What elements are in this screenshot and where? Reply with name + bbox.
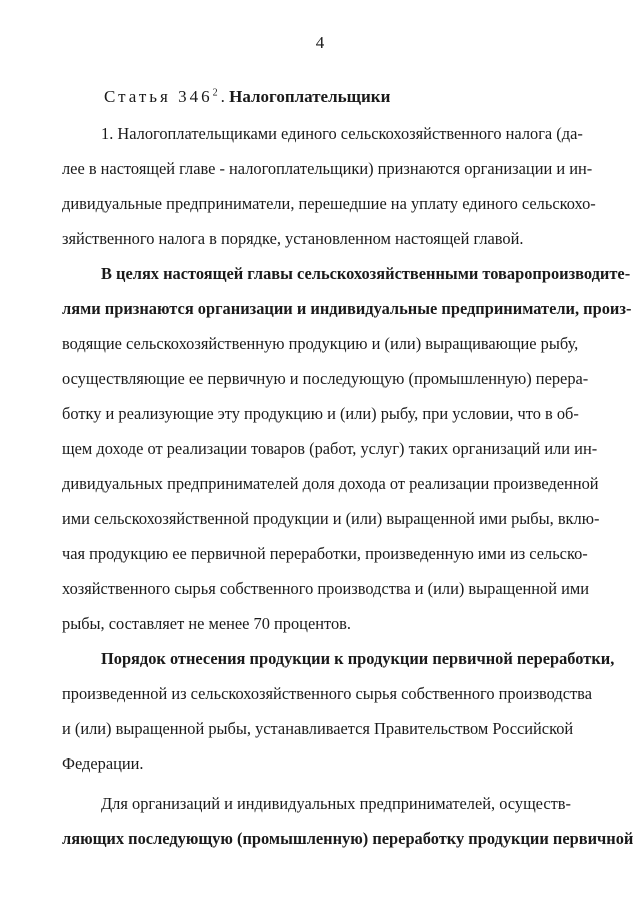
text-line: лее в настоящей главе - налогоплательщики) признаются организации и ин-: [62, 159, 593, 178]
text-line: В целях настоящей главы сельскохозяйственными товаропроизводите-: [101, 264, 631, 283]
page-number: 4: [315, 33, 325, 52]
article-heading: [104, 87, 390, 107]
text-line: дивидуальные предприниматели, перешедшие на уплату единого сельскохо-: [62, 194, 596, 213]
article-title: Налогоплательщики: [229, 87, 391, 106]
text-line: 1. Налогоплательщиками единого сельскохозяйственного налога (да-: [101, 124, 583, 143]
text-line: щем доходе от реализации товаров (работ, услуг) таких организаций или ин-: [62, 439, 598, 458]
text-line: произведенной из сельскохозяйственного сырья собственного производства: [62, 684, 592, 703]
text-line: дивидуальных предпринимателей доля дохода от реализации произведенной: [62, 474, 599, 493]
article-superscript: 2: [212, 87, 221, 99]
text-line: ими сельскохозяйственной продукции и (или) выращенной ими рыбы, вклю-: [62, 509, 600, 528]
text-line: рыбы, составляет не менее 70 процентов.: [62, 614, 351, 633]
text-line: осуществляющие ее первичную и последующую (промышленную) перера-: [62, 369, 589, 388]
article-label-text: Статья 346: [104, 87, 213, 106]
article-separator: .: [220, 87, 225, 106]
text-line: водящие сельскохозяйственную продукцию и (или) выращивающие рыбу,: [62, 334, 579, 353]
text-line: ляющих последующую (промышленную) переработку продукции первичной: [62, 829, 634, 848]
text-line: ботку и реализующие эту продукцию и (или) рыбу, при условии, что в об-: [62, 404, 579, 423]
text-line: зяйственного налога в порядке, установленном настоящей главой.: [62, 229, 524, 248]
text-line: Порядок отнесения продукции к продукции первичной переработки,: [101, 649, 615, 668]
text-line: и (или) выращенной рыбы, устанавливается Правительством Российской: [62, 719, 574, 738]
text-line: хозяйственного сырья собственного производства и (или) выращенной ими: [62, 579, 590, 598]
text-line: Федерации.: [62, 754, 144, 773]
text-line: Для организаций и индивидуальных предпринимателей, осуществ-: [101, 794, 572, 813]
text-line: лями признаются организации и индивидуальные предприниматели, произ-: [62, 299, 632, 318]
article-label: [104, 87, 221, 106]
text-line: чая продукцию ее первичной переработки, произведенную ими из сельско-: [62, 544, 588, 563]
